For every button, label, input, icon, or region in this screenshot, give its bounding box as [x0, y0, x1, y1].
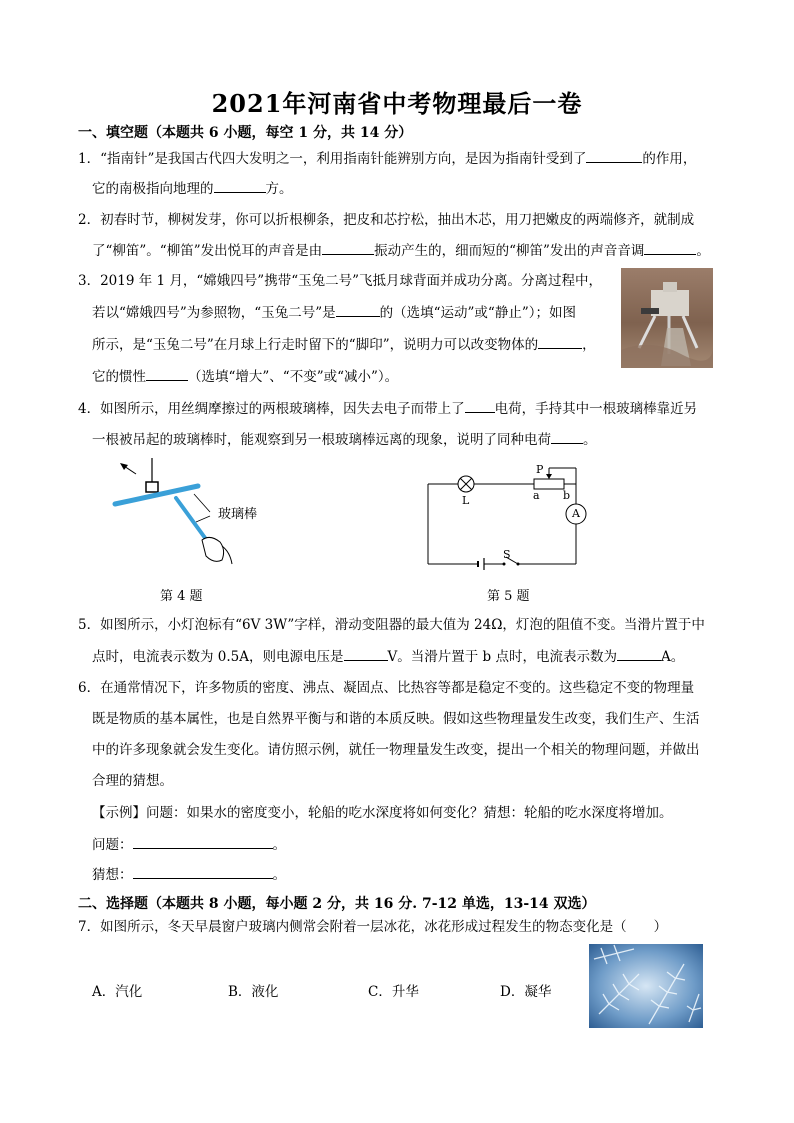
figure-5-label-l: L [462, 494, 470, 507]
q6-line-4: 合理的猜想。 [92, 773, 173, 789]
figure-5-caption: 第 5 题 [487, 589, 530, 604]
q6-line-3: 中的许多现象就会发生变化。请仿照示例，就任一物理量发生改变，提出一个相关的物理问题，并做出 [92, 742, 700, 758]
figure-4-label-glass-rod: 玻璃棒 [218, 507, 258, 522]
q6-line-1: 6．在通常情况下，许多物质的密度、沸点、凝固点、比热容等都是稳定不变的。这些稳定不变的物理量 [78, 680, 695, 696]
q5-line-1: 5．如图所示，小灯泡标有“6V 3W”字样，滑动变阻器的最大值为 24Ω，灯泡的阻值不变。当滑片置于中 [78, 617, 705, 633]
q5-blank-1 [344, 646, 388, 661]
q7-option-a: A．汽化 [92, 984, 143, 1000]
q6-guess-row: 猜想： 。 [92, 864, 286, 885]
q3-blank-2 [538, 334, 582, 349]
q7-stem: 7．如图所示，冬天早晨窗户玻璃内侧常会附着一层冰花，冰花形成过程发生的物态变化是（ ） [78, 919, 668, 935]
q7-option-c: C．升华 [368, 984, 419, 1000]
q6-guess-blank [133, 864, 273, 879]
q2-line-1: 2．初春时节，柳树发芽，你可以折根柳条，把皮和芯拧松，抽出木芯，用刀把嫩皮的两端修齐，就制成 [78, 212, 695, 228]
q3-blank-3 [146, 366, 188, 381]
q7-option-b: B．液化 [228, 984, 279, 1000]
figure-5-label-switch: S [503, 548, 511, 561]
q2-line-2: 了“柳笛”。“柳笛”发出悦耳的声音是由 振动产生的，细而短的“柳笛”发出的声音音调 。 [92, 240, 710, 261]
q6-question-blank [133, 834, 273, 849]
q1-blank-2 [214, 178, 266, 193]
page-title: 2021年河南省中考物理最后一卷 [211, 89, 583, 118]
q3-line-2: 若以“嫦娥四号”为参照物，“玉兔二号”是 的（选填“运动”或“静止”）；如图 [92, 302, 576, 323]
q3-blank-1 [336, 302, 380, 317]
q6-line-2: 既是物质的基本属性，也是自然界平衡与和谐的本质反映。假如这些物理量发生改变，我们生产、生活 [92, 711, 700, 727]
section-2-heading: 二、选择题（本题共 8 小题，每小题 2 分，共 16 分. 7-12 单选，13-14 双选） [78, 896, 596, 912]
figure-5-label-p: P [536, 463, 544, 476]
q2-blank-2 [644, 240, 696, 255]
q5-line-2: 点时，电流表示数为 0.5A，则电源电压是 V。当滑片置于 b 点时，电流表示数为 A。 [92, 646, 684, 667]
q6-question-row: 问题： 。 [92, 834, 286, 855]
q1-blank-1 [586, 148, 642, 163]
figure-5-label-a: a [533, 489, 540, 502]
figure-5-label-ammeter: A [572, 507, 580, 520]
q4-line-1: 4．如图所示，用丝绸摩擦过的两根玻璃棒，因失去电子而带上了 电荷，手持其中一根玻璃棒靠近另 [78, 398, 697, 419]
q3-line-4: 它的惯性 （选填“增大”、“不变”或“减小”）。 [92, 366, 398, 387]
figure-4-caption: 第 4 题 [160, 589, 203, 604]
q4-blank-2 [551, 429, 583, 444]
q5-blank-2 [617, 646, 661, 661]
section-1-heading: 一、填空题（本题共 6 小题，每空 1 分，共 14 分） [78, 125, 413, 141]
q4-blank-1 [465, 398, 495, 413]
q6-example: 【示例】问题：如果水的密度变小，轮船的吃水深度将如何变化？猜想：轮船的吃水深度将增加。 [92, 805, 673, 821]
figure-5-label-b: b [563, 489, 571, 502]
q7-option-d: D．凝华 [500, 984, 552, 1000]
q1-line-1: 1．“指南针”是我国古代四大发明之一，利用指南针能辨别方向，是因为指南针受到了 的作用， [78, 148, 696, 169]
yutu-rover-photo [621, 268, 713, 368]
q2-blank-1 [322, 240, 374, 255]
q3-line-3: 所示，是“玉兔二号”在月球上行走时留下的“脚印”，说明力可以改变物体的 ， [92, 334, 596, 355]
window-frost-photo [589, 944, 703, 1028]
q3-line-1: 3．2019 年 1 月，“嫦娥四号”携带“玉兔二号”飞抵月球背面并成功分离。分离过程中， [78, 273, 603, 289]
q4-line-2: 一根被吊起的玻璃棒时，能观察到另一根玻璃棒远离的现象，说明了同种电荷 。 [92, 429, 597, 450]
q1-line-2: 它的南极指向地理的 方。 [92, 178, 293, 199]
